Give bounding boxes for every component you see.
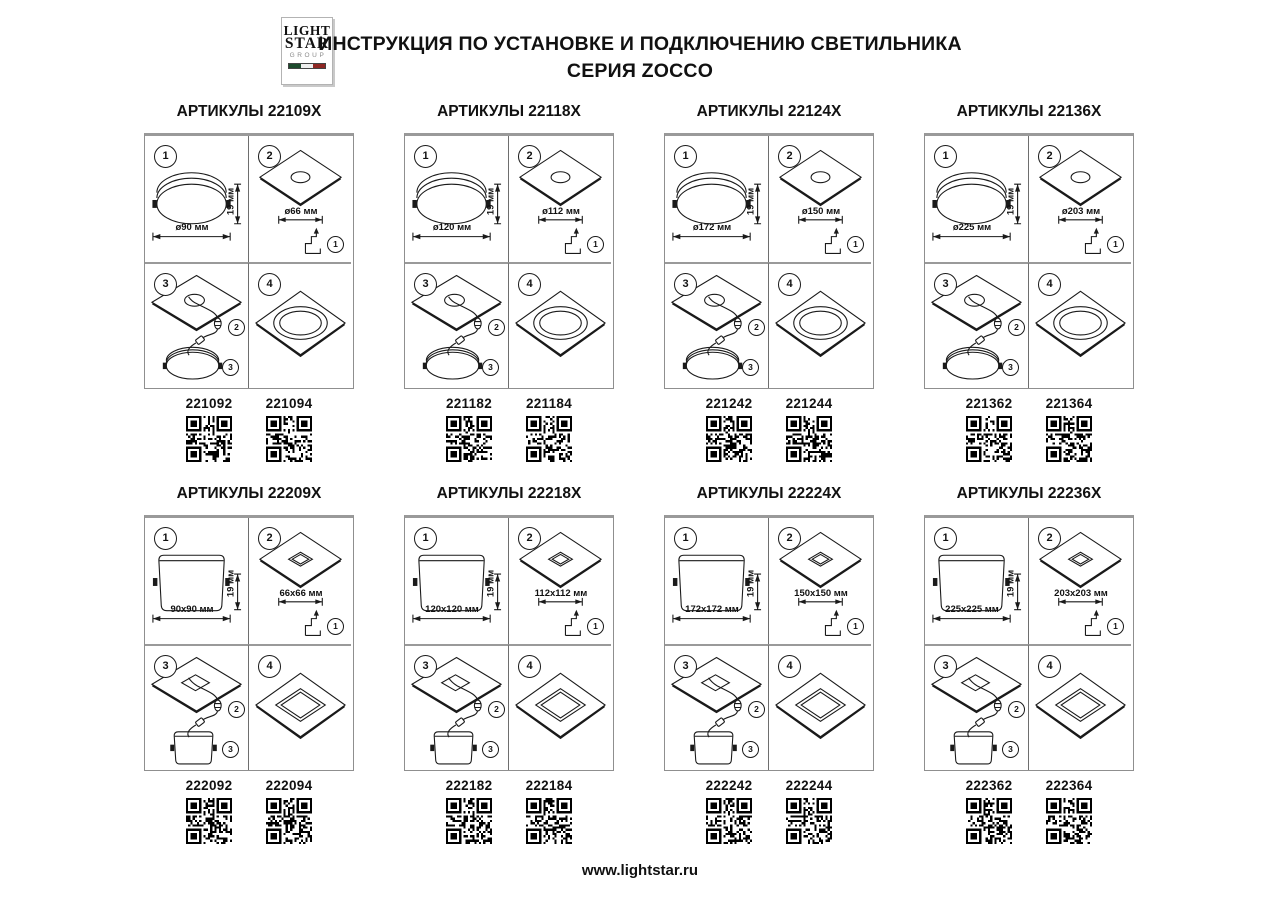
article-codes: [899, 777, 1159, 844]
step-4-diagram: [1028, 262, 1131, 388]
qr-code: [266, 798, 312, 844]
step-3-diagram: [145, 644, 248, 770]
article-block: [774, 777, 844, 844]
article-codes: [639, 777, 899, 844]
width-dimension-label: 172x172 мм: [685, 604, 739, 615]
page-title: [0, 31, 1280, 85]
step-number-badge: 4: [518, 655, 541, 678]
qr-code: [786, 416, 832, 462]
step-4-diagram: [248, 262, 351, 388]
qr-code: [786, 798, 832, 844]
panel-title: АРТИКУЛЫ 22236X: [956, 485, 1102, 502]
article-block: [254, 777, 324, 844]
panel-22209x: [119, 485, 379, 844]
article-number: 221094: [265, 396, 313, 411]
step-1-diagram: [145, 136, 248, 262]
article-codes: [379, 395, 639, 462]
qr-code: [1046, 798, 1092, 844]
step-number-badge: 2: [518, 527, 541, 550]
height-dimension-label: 19 мм: [485, 187, 497, 216]
article-codes: [379, 777, 639, 844]
step-number-badge: 1: [674, 145, 697, 168]
step-3-diagram: [145, 262, 248, 388]
article-block: [954, 777, 1024, 844]
article-block: [434, 777, 504, 844]
article-number: 221362: [965, 396, 1013, 411]
article-number: 222362: [965, 778, 1013, 793]
step-2-diagram: [768, 136, 871, 262]
hole-dimension-label: 150x150 мм: [794, 588, 848, 599]
step-4-diagram: [508, 262, 611, 388]
instruction-grid: [144, 515, 354, 771]
step-number-badge: 4: [778, 273, 801, 296]
ref-2-badge: 2: [488, 701, 505, 718]
step-number-badge: 1: [414, 145, 437, 168]
step-number-badge: 4: [1038, 273, 1061, 296]
step-number-badge: 4: [518, 273, 541, 296]
instruction-grid: [404, 515, 614, 771]
step-number-badge: 3: [674, 273, 697, 296]
ref-3-badge: 3: [742, 359, 759, 376]
panel-22118x: [379, 103, 639, 462]
step-number-badge: 3: [414, 273, 437, 296]
step-number-badge: 1: [154, 527, 177, 550]
article-number: 222182: [445, 778, 493, 793]
step-3-diagram: [925, 644, 1028, 770]
step-2-diagram: [1028, 136, 1131, 262]
step-1-diagram: [925, 518, 1028, 644]
panel-22224x: [639, 485, 899, 844]
article-codes: [899, 395, 1159, 462]
page-title-line-1: ИНСТРУКЦИЯ ПО УСТАНОВКЕ И ПОДКЛЮЧЕНИЮ СВЕТИЛЬНИКА: [318, 33, 962, 55]
qr-code: [446, 798, 492, 844]
hole-dimension-label: ø203 мм: [1061, 206, 1101, 217]
ref-1-badge: 1: [1107, 236, 1124, 253]
instruction-grid: [664, 515, 874, 771]
ref-2-badge: 2: [748, 319, 765, 336]
step-number-badge: 4: [258, 273, 281, 296]
qr-code: [1046, 416, 1092, 462]
width-dimension-label: ø90 мм: [175, 222, 209, 233]
instruction-grid: [404, 133, 614, 389]
ref-3-badge: 3: [222, 359, 239, 376]
qr-code: [706, 416, 752, 462]
article-number: 222092: [185, 778, 233, 793]
panel-title: АРТИКУЛЫ 22218X: [436, 485, 582, 502]
article-number: 221364: [1045, 396, 1093, 411]
instruction-grid: [664, 133, 874, 389]
hole-dimension-label: 66x66 мм: [279, 588, 323, 599]
article-block: [1034, 395, 1104, 462]
step-3-diagram: [665, 644, 768, 770]
step-1-diagram: [665, 518, 768, 644]
ref-3-badge: 3: [222, 741, 239, 758]
instruction-grid: [924, 515, 1134, 771]
step-number-badge: 3: [414, 655, 437, 678]
step-number-badge: 3: [154, 655, 177, 678]
step-4-diagram: [768, 644, 871, 770]
qr-code: [186, 798, 232, 844]
article-codes: [639, 395, 899, 462]
step-4-diagram: [768, 262, 871, 388]
step-number-badge: 2: [778, 527, 801, 550]
step-number-badge: 3: [934, 655, 957, 678]
ref-3-badge: 3: [482, 359, 499, 376]
hole-dimension-label: ø66 мм: [284, 206, 318, 217]
ref-3-badge: 3: [482, 741, 499, 758]
article-number: 222094: [265, 778, 313, 793]
step-number-badge: 4: [1038, 655, 1061, 678]
step-2-diagram: [508, 518, 611, 644]
article-block: [694, 395, 764, 462]
article-number: 221184: [525, 396, 573, 411]
width-dimension-label: ø172 мм: [692, 222, 732, 233]
step-1-diagram: [405, 518, 508, 644]
step-4-diagram: [508, 644, 611, 770]
step-number-badge: 1: [414, 527, 437, 550]
article-block: [694, 777, 764, 844]
step-number-badge: 4: [258, 655, 281, 678]
article-number: 222244: [785, 778, 833, 793]
height-dimension-label: 19 мм: [745, 187, 757, 216]
ref-2-badge: 2: [1008, 319, 1025, 336]
article-number: 221092: [185, 396, 233, 411]
article-block: [434, 395, 504, 462]
panel-title: АРТИКУЛЫ 22136X: [956, 103, 1102, 120]
qr-code: [966, 416, 1012, 462]
width-dimension-label: 225x225 мм: [945, 604, 999, 615]
article-block: [514, 777, 584, 844]
width-dimension-label: ø120 мм: [432, 222, 472, 233]
step-number-badge: 2: [778, 145, 801, 168]
step-1-diagram: [405, 136, 508, 262]
ref-2-badge: 2: [488, 319, 505, 336]
article-block: [514, 395, 584, 462]
article-block: [254, 395, 324, 462]
qr-code: [186, 416, 232, 462]
height-dimension-label: 19 мм: [485, 569, 497, 598]
qr-code: [526, 416, 572, 462]
article-codes: [119, 395, 379, 462]
ref-2-badge: 2: [228, 701, 245, 718]
panel-22236x: [899, 485, 1159, 844]
hole-dimension-label: 112x112 мм: [534, 588, 588, 599]
article-number: 221182: [445, 396, 493, 411]
ref-1-badge: 1: [327, 236, 344, 253]
instruction-grid: [144, 133, 354, 389]
step-number-badge: 2: [1038, 145, 1061, 168]
step-3-diagram: [405, 262, 508, 388]
step-1-diagram: [665, 136, 768, 262]
logo-text-star: STAR: [284, 35, 330, 52]
ref-2-badge: 2: [748, 701, 765, 718]
page-title-line-2: СЕРИЯ ZOCCO: [566, 60, 714, 82]
height-dimension-label: 19 мм: [225, 569, 237, 598]
panels-row-square: [0, 485, 1280, 855]
article-block: [954, 395, 1024, 462]
article-number: 222242: [705, 778, 753, 793]
logo-text-group: GROUP: [289, 52, 327, 59]
article-number: 222364: [1045, 778, 1093, 793]
qr-code: [706, 798, 752, 844]
panel-title: АРТИКУЛЫ 22224X: [696, 485, 842, 502]
width-dimension-label: ø225 мм: [952, 222, 992, 233]
article-codes: [119, 777, 379, 844]
step-4-diagram: [248, 644, 351, 770]
ref-3-badge: 3: [742, 741, 759, 758]
step-number-badge: 3: [674, 655, 697, 678]
step-1-diagram: [145, 518, 248, 644]
step-number-badge: 1: [674, 527, 697, 550]
height-dimension-label: 19 мм: [745, 569, 757, 598]
step-number-badge: 2: [258, 145, 281, 168]
step-3-diagram: [405, 644, 508, 770]
step-number-badge: 2: [518, 145, 541, 168]
height-dimension-label: 19 мм: [1005, 187, 1017, 216]
logo-text-light: LIGHT: [283, 23, 331, 38]
qr-code: [526, 798, 572, 844]
panel-title: АРТИКУЛЫ 22118X: [437, 103, 581, 120]
hole-dimension-label: ø150 мм: [801, 206, 841, 217]
height-dimension-label: 19 мм: [225, 187, 237, 216]
panel-title: АРТИКУЛЫ 22124X: [696, 103, 842, 120]
panel-22218x: [379, 485, 639, 844]
panel-22109x: [119, 103, 379, 462]
instruction-grid: [924, 133, 1134, 389]
step-number-badge: 3: [154, 273, 177, 296]
step-3-diagram: [925, 262, 1028, 388]
footer-url: www.lightstar.ru: [581, 862, 699, 879]
step-2-diagram: [1028, 518, 1131, 644]
ref-3-badge: 3: [1002, 741, 1019, 758]
panels-row-round: [0, 103, 1280, 473]
step-2-diagram: [508, 136, 611, 262]
qr-code: [966, 798, 1012, 844]
qr-code: [266, 416, 312, 462]
panel-22136x: [899, 103, 1159, 462]
step-2-diagram: [768, 518, 871, 644]
step-number-badge: 1: [154, 145, 177, 168]
step-number-badge: 2: [1038, 527, 1061, 550]
panel-22124x: [639, 103, 899, 462]
step-3-diagram: [665, 262, 768, 388]
ref-1-badge: 1: [847, 236, 864, 253]
article-number: 222184: [525, 778, 573, 793]
step-2-diagram: [248, 518, 351, 644]
step-number-badge: 2: [258, 527, 281, 550]
ref-1-badge: 1: [847, 618, 864, 635]
height-dimension-label: 19 мм: [1005, 569, 1017, 598]
article-block: [174, 777, 244, 844]
panel-title: АРТИКУЛЫ 22109X: [176, 103, 322, 120]
article-block: [174, 395, 244, 462]
ref-1-badge: 1: [1107, 618, 1124, 635]
step-2-diagram: [248, 136, 351, 262]
panel-title: АРТИКУЛЫ 22209X: [176, 485, 322, 502]
ref-3-badge: 3: [1002, 359, 1019, 376]
ref-2-badge: 2: [1008, 701, 1025, 718]
qr-code: [446, 416, 492, 462]
hole-dimension-label: ø112 мм: [542, 206, 580, 217]
article-block: [774, 395, 844, 462]
step-1-diagram: [925, 136, 1028, 262]
width-dimension-label: 90x90 мм: [170, 604, 214, 615]
step-4-diagram: [1028, 644, 1131, 770]
step-number-badge: 4: [778, 655, 801, 678]
step-number-badge: 1: [934, 527, 957, 550]
article-number: 221242: [705, 396, 753, 411]
width-dimension-label: 120x120 мм: [425, 604, 479, 615]
article-number: 221244: [785, 396, 833, 411]
hole-dimension-label: 203x203 мм: [1054, 588, 1108, 599]
step-number-badge: 3: [934, 273, 957, 296]
ref-1-badge: 1: [587, 618, 604, 635]
ref-1-badge: 1: [327, 618, 344, 635]
step-number-badge: 1: [934, 145, 957, 168]
ref-1-badge: 1: [587, 236, 604, 253]
article-block: [1034, 777, 1104, 844]
ref-2-badge: 2: [228, 319, 245, 336]
